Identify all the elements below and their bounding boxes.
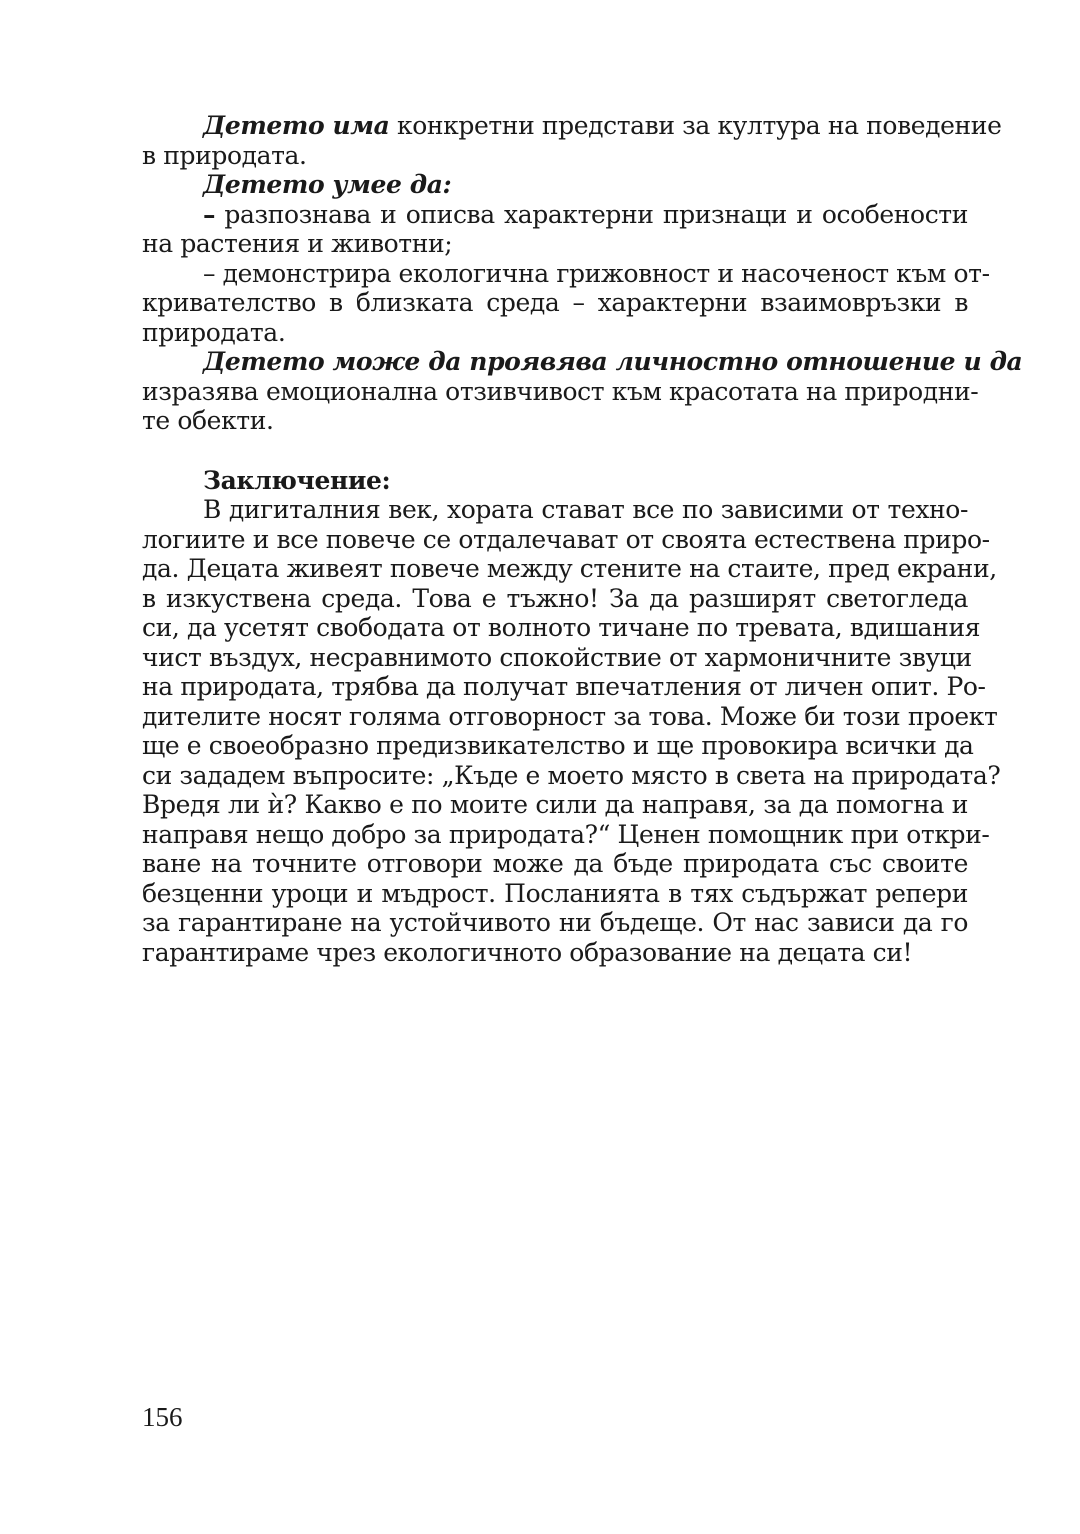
list-item-line: кривателство в близката среда – характерни взаимовръзки в <box>142 288 968 317</box>
conclusion-line: в изкуствена среда. Това е тъжно! За да разширят светогледа <box>142 583 968 613</box>
conclusion-line: безценни уроци и мъдрост. Посланията в тях съдържат репери <box>142 878 968 908</box>
conclusion-line: логиите и все повече се отдалечават от своята естествена приро- <box>142 524 990 554</box>
section-subheading: Детето умее да: <box>203 170 452 199</box>
conclusion-line: си, да усетят свободата от волното тичане по тревата, вдишания <box>142 613 981 642</box>
conclusion-line: гарантираме чрез екологичното образование на децата си! <box>142 937 913 967</box>
list-item-line: природата. <box>142 317 286 347</box>
conclusion-line: ще е своеобразно предизвикателство и ще провокира всички да <box>142 731 974 760</box>
conclusion-line: за гарантиране на устойчивото ни бъдеще. От нас зависи да го <box>142 908 968 937</box>
paragraph-line: в природата. <box>142 140 307 170</box>
list-item: – демонстрира екологична грижовност и насоченост към от- <box>203 258 990 288</box>
conclusion-line: направя нещо добро за природата?“ Ценен помощник при откри- <box>142 819 990 849</box>
bold-lead: Детето може да проявява личностно отношение и да <box>203 347 1023 376</box>
paragraph-gap <box>142 436 968 466</box>
body-text <box>142 111 1023 967</box>
list-item-line: на растения и животни; <box>142 229 453 258</box>
page-number: 156 <box>142 1402 183 1432</box>
conclusion-line: си зададем въпросите: „Къде е моето място в света на природата? <box>142 760 1001 790</box>
conclusion-line: да. Децата живеят повече между стените на стаите, пред екрани, <box>142 554 997 583</box>
conclusion-line: на природата, трябва да получат впечатления от личен опит. Ро- <box>142 672 986 701</box>
conclusion-line: Вредя ли ѝ? Какво е по моите сили да направя, за да помогна и <box>142 790 968 819</box>
conclusion-line: ване на точните отговори може да бъде природата със своите <box>142 849 968 878</box>
conclusion-heading: Заключение: <box>203 465 391 495</box>
paragraph-line: Детето има конкретни представи за култура на поведение <box>203 111 1002 140</box>
conclusion-line: В дигиталния век, хората стават все по зависими от техно- <box>203 495 968 524</box>
conclusion-line: чист въздух, несравнимото спокойствие от хармоничните звуци <box>142 642 972 672</box>
list-item: – разпознава и описва характерни признаци и особености <box>203 199 968 229</box>
paragraph-line: изразява емоционална отзивчивост към красотата на природни- <box>142 376 979 406</box>
bold-lead: Детето има <box>203 111 390 140</box>
conclusion-line: дителите носят голяма отговорност за това. Може би този проект <box>142 701 998 731</box>
paragraph-line: те обекти. <box>142 406 274 435</box>
